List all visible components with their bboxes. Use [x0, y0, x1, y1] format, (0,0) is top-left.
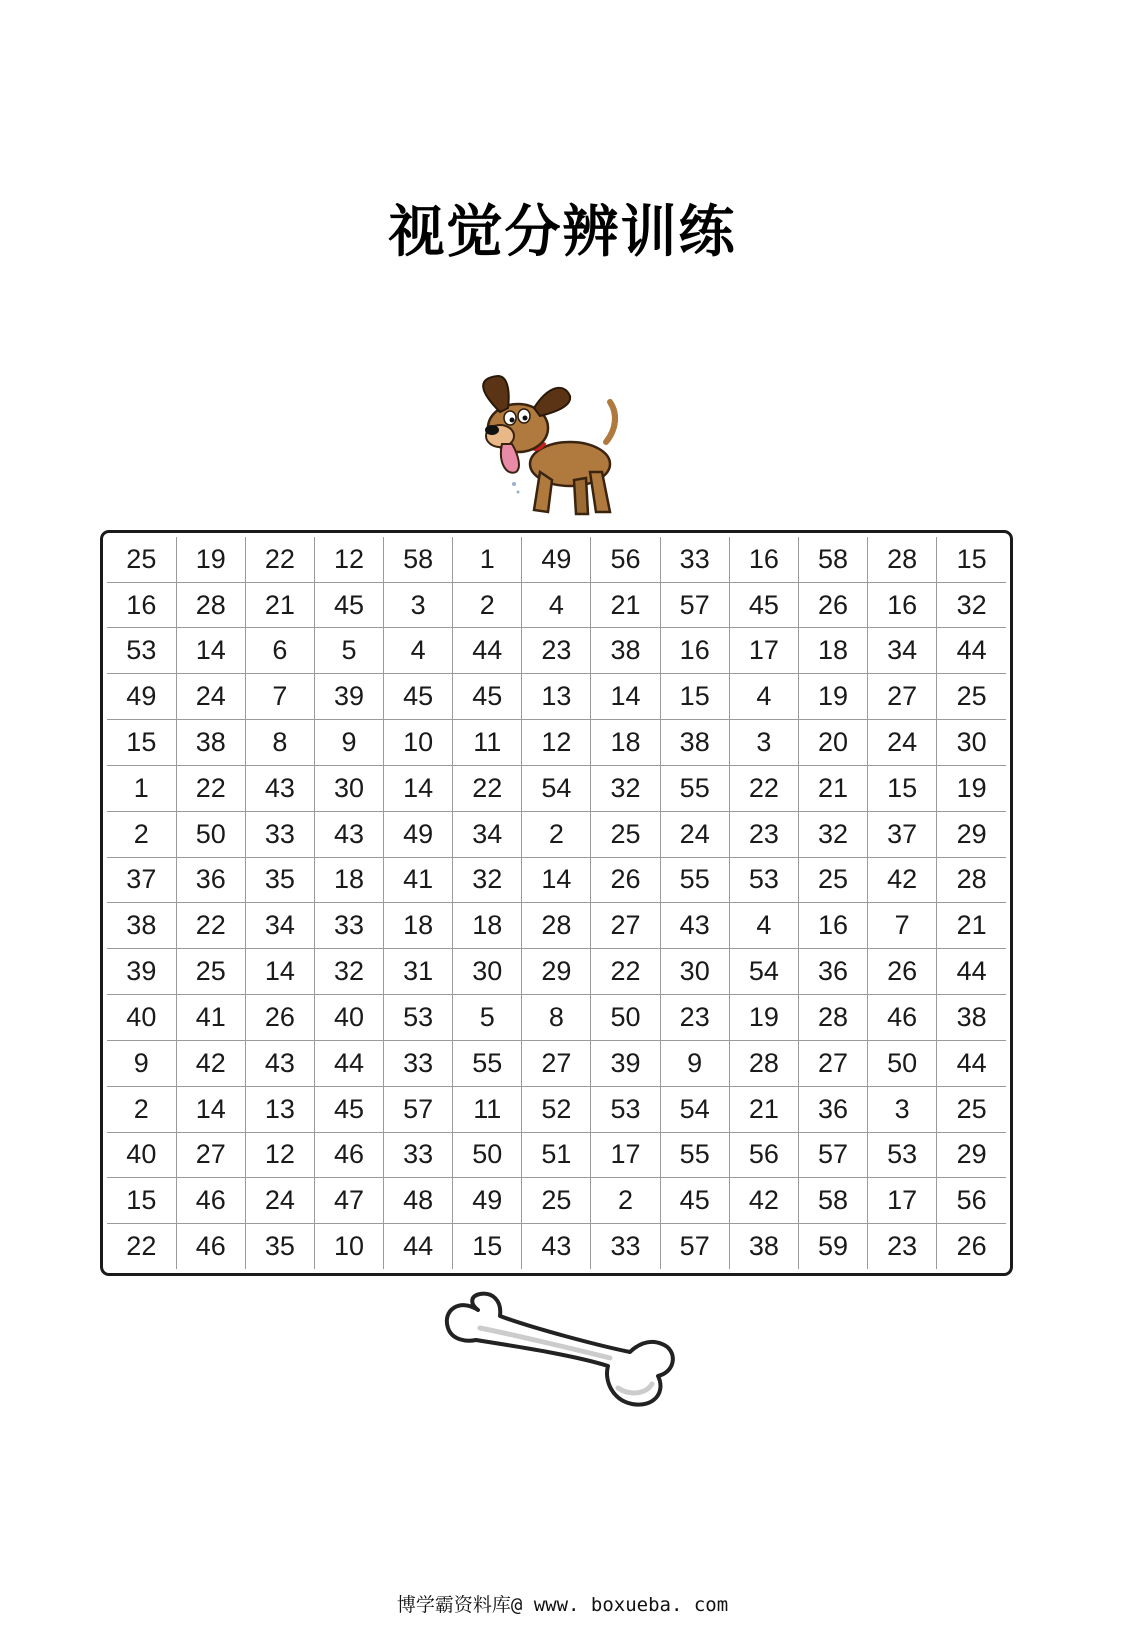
grid-cell: 23 — [660, 995, 729, 1041]
grid-cell: 3 — [868, 1086, 937, 1132]
grid-cell: 2 — [107, 1086, 176, 1132]
grid-cell: 26 — [937, 1224, 1006, 1269]
grid-cell: 36 — [798, 949, 867, 995]
grid-cell: 53 — [729, 857, 798, 903]
grid-cell: 19 — [176, 537, 245, 582]
grid-row — [107, 720, 1006, 766]
grid-cell: 18 — [384, 903, 453, 949]
grid-row — [107, 995, 1006, 1041]
grid-cell: 58 — [798, 1178, 867, 1224]
grid-cell: 12 — [314, 537, 383, 582]
grid-cell: 45 — [314, 1086, 383, 1132]
grid-cell: 15 — [660, 674, 729, 720]
grid-cell: 53 — [384, 995, 453, 1041]
grid-cell: 16 — [660, 628, 729, 674]
grid-cell: 27 — [176, 1132, 245, 1178]
grid-cell: 1 — [107, 765, 176, 811]
grid-cell: 40 — [107, 995, 176, 1041]
grid-cell: 31 — [384, 949, 453, 995]
grid-cell: 34 — [245, 903, 314, 949]
grid-cell: 29 — [937, 811, 1006, 857]
grid-cell: 35 — [245, 1224, 314, 1269]
grid-cell: 12 — [245, 1132, 314, 1178]
grid-cell: 42 — [176, 1040, 245, 1086]
grid-cell: 28 — [522, 903, 591, 949]
grid-cell: 5 — [453, 995, 522, 1041]
grid-cell: 15 — [107, 1178, 176, 1224]
grid-cell: 18 — [453, 903, 522, 949]
grid-cell: 12 — [522, 720, 591, 766]
grid-cell: 56 — [937, 1178, 1006, 1224]
grid-cell: 14 — [176, 1086, 245, 1132]
grid-cell: 32 — [591, 765, 660, 811]
grid-cell: 15 — [107, 720, 176, 766]
grid-cell: 39 — [591, 1040, 660, 1086]
grid-cell: 43 — [245, 1040, 314, 1086]
grid-cell: 57 — [798, 1132, 867, 1178]
grid-cell: 21 — [591, 582, 660, 628]
grid-cell: 25 — [591, 811, 660, 857]
grid-cell: 38 — [176, 720, 245, 766]
grid-cell: 9 — [660, 1040, 729, 1086]
grid-row — [107, 1178, 1006, 1224]
grid-cell: 19 — [937, 765, 1006, 811]
grid-cell: 33 — [660, 537, 729, 582]
grid-cell: 45 — [384, 674, 453, 720]
grid-cell: 51 — [522, 1132, 591, 1178]
grid-row — [107, 811, 1006, 857]
grid-cell: 4 — [384, 628, 453, 674]
grid-cell: 14 — [176, 628, 245, 674]
grid-cell: 17 — [729, 628, 798, 674]
grid-cell: 55 — [660, 857, 729, 903]
grid-cell: 46 — [868, 995, 937, 1041]
grid-cell: 23 — [522, 628, 591, 674]
grid-cell: 27 — [868, 674, 937, 720]
grid-cell: 28 — [937, 857, 1006, 903]
grid-cell: 15 — [868, 765, 937, 811]
grid-cell: 4 — [729, 674, 798, 720]
grid-row — [107, 949, 1006, 995]
grid-cell: 22 — [245, 537, 314, 582]
grid-cell: 38 — [729, 1224, 798, 1269]
grid-cell: 38 — [660, 720, 729, 766]
grid-cell: 40 — [107, 1132, 176, 1178]
grid-cell: 20 — [798, 720, 867, 766]
grid-cell: 2 — [107, 811, 176, 857]
grid-cell: 3 — [384, 582, 453, 628]
grid-cell: 26 — [591, 857, 660, 903]
grid-cell: 28 — [798, 995, 867, 1041]
grid-cell: 44 — [453, 628, 522, 674]
grid-cell: 17 — [591, 1132, 660, 1178]
grid-row — [107, 1132, 1006, 1178]
grid-cell: 57 — [384, 1086, 453, 1132]
grid-cell: 38 — [591, 628, 660, 674]
grid-cell: 26 — [798, 582, 867, 628]
grid-cell: 36 — [798, 1086, 867, 1132]
grid-cell: 2 — [453, 582, 522, 628]
grid-cell: 8 — [522, 995, 591, 1041]
grid-cell: 23 — [729, 811, 798, 857]
grid-cell: 45 — [453, 674, 522, 720]
page-title: 视觉分辨训练 — [388, 200, 737, 265]
grid-cell: 27 — [798, 1040, 867, 1086]
number-grid — [107, 537, 1006, 1269]
grid-cell: 25 — [107, 537, 176, 582]
grid-row — [107, 857, 1006, 903]
grid-cell: 44 — [384, 1224, 453, 1269]
grid-cell: 21 — [937, 903, 1006, 949]
grid-cell: 55 — [453, 1040, 522, 1086]
grid-cell: 22 — [729, 765, 798, 811]
grid-cell: 27 — [591, 903, 660, 949]
grid-cell: 39 — [314, 674, 383, 720]
grid-cell: 25 — [937, 1086, 1006, 1132]
grid-cell: 40 — [314, 995, 383, 1041]
grid-cell: 33 — [314, 903, 383, 949]
grid-cell: 32 — [453, 857, 522, 903]
grid-cell: 33 — [591, 1224, 660, 1269]
grid-cell: 44 — [937, 628, 1006, 674]
grid-cell: 19 — [729, 995, 798, 1041]
grid-cell: 25 — [176, 949, 245, 995]
grid-cell: 15 — [453, 1224, 522, 1269]
grid-cell: 26 — [245, 995, 314, 1041]
grid-row — [107, 537, 1006, 582]
grid-row — [107, 1086, 1006, 1132]
grid-cell: 42 — [729, 1178, 798, 1224]
grid-cell: 53 — [591, 1086, 660, 1132]
grid-cell: 13 — [245, 1086, 314, 1132]
grid-cell: 50 — [591, 995, 660, 1041]
grid-cell: 41 — [176, 995, 245, 1041]
grid-cell: 43 — [245, 765, 314, 811]
grid-cell: 23 — [868, 1224, 937, 1269]
grid-row — [107, 1224, 1006, 1269]
grid-cell: 58 — [384, 537, 453, 582]
grid-cell: 57 — [660, 1224, 729, 1269]
grid-cell: 55 — [660, 765, 729, 811]
grid-row — [107, 1040, 1006, 1086]
bone-icon — [440, 1288, 680, 1418]
dog-icon — [478, 372, 638, 530]
grid-cell: 54 — [660, 1086, 729, 1132]
grid-cell: 56 — [729, 1132, 798, 1178]
grid-cell: 37 — [868, 811, 937, 857]
grid-cell: 22 — [591, 949, 660, 995]
grid-cell: 43 — [522, 1224, 591, 1269]
grid-cell: 44 — [314, 1040, 383, 1086]
grid-cell: 26 — [868, 949, 937, 995]
grid-cell: 53 — [868, 1132, 937, 1178]
grid-cell: 43 — [660, 903, 729, 949]
grid-cell: 14 — [245, 949, 314, 995]
grid-cell: 54 — [729, 949, 798, 995]
grid-cell: 50 — [868, 1040, 937, 1086]
grid-cell: 45 — [729, 582, 798, 628]
grid-cell: 45 — [314, 582, 383, 628]
grid-cell: 2 — [591, 1178, 660, 1224]
grid-cell: 8 — [245, 720, 314, 766]
grid-cell: 14 — [522, 857, 591, 903]
grid-cell: 38 — [937, 995, 1006, 1041]
grid-row — [107, 628, 1006, 674]
grid-cell: 9 — [107, 1040, 176, 1086]
grid-cell: 34 — [453, 811, 522, 857]
grid-cell: 10 — [314, 1224, 383, 1269]
grid-cell: 7 — [868, 903, 937, 949]
grid-cell: 32 — [798, 811, 867, 857]
grid-cell: 54 — [522, 765, 591, 811]
grid-cell: 21 — [729, 1086, 798, 1132]
grid-cell: 25 — [522, 1178, 591, 1224]
grid-cell: 28 — [729, 1040, 798, 1086]
grid-cell: 33 — [384, 1132, 453, 1178]
grid-cell: 19 — [798, 674, 867, 720]
grid-cell: 29 — [937, 1132, 1006, 1178]
grid-cell: 42 — [868, 857, 937, 903]
grid-cell: 16 — [868, 582, 937, 628]
grid-cell: 50 — [453, 1132, 522, 1178]
grid-cell: 36 — [176, 857, 245, 903]
grid-cell: 22 — [176, 903, 245, 949]
grid-cell: 21 — [798, 765, 867, 811]
grid-cell: 16 — [798, 903, 867, 949]
grid-cell: 33 — [245, 811, 314, 857]
grid-cell: 18 — [798, 628, 867, 674]
grid-cell: 30 — [314, 765, 383, 811]
grid-cell: 58 — [798, 537, 867, 582]
grid-cell: 48 — [384, 1178, 453, 1224]
grid-cell: 22 — [176, 765, 245, 811]
grid-cell: 27 — [522, 1040, 591, 1086]
grid-cell: 22 — [453, 765, 522, 811]
grid-cell: 24 — [660, 811, 729, 857]
grid-cell: 17 — [868, 1178, 937, 1224]
grid-cell: 57 — [660, 582, 729, 628]
grid-cell: 1 — [453, 537, 522, 582]
grid-cell: 32 — [314, 949, 383, 995]
grid-cell: 38 — [107, 903, 176, 949]
grid-cell: 46 — [314, 1132, 383, 1178]
grid-cell: 44 — [937, 949, 1006, 995]
grid-cell: 21 — [245, 582, 314, 628]
grid-cell: 13 — [522, 674, 591, 720]
grid-row — [107, 903, 1006, 949]
grid-cell: 45 — [660, 1178, 729, 1224]
grid-cell: 5 — [314, 628, 383, 674]
grid-cell: 55 — [660, 1132, 729, 1178]
grid-cell: 34 — [868, 628, 937, 674]
grid-cell: 18 — [314, 857, 383, 903]
grid-cell: 39 — [107, 949, 176, 995]
grid-cell: 28 — [176, 582, 245, 628]
grid-cell: 16 — [729, 537, 798, 582]
grid-cell: 41 — [384, 857, 453, 903]
grid-cell: 4 — [522, 582, 591, 628]
grid-cell: 14 — [384, 765, 453, 811]
grid-cell: 30 — [937, 720, 1006, 766]
grid-cell: 50 — [176, 811, 245, 857]
grid-cell: 52 — [522, 1086, 591, 1132]
grid-cell: 9 — [314, 720, 383, 766]
grid-cell: 47 — [314, 1178, 383, 1224]
grid-cell: 16 — [107, 582, 176, 628]
grid-cell: 49 — [107, 674, 176, 720]
grid-cell: 53 — [107, 628, 176, 674]
grid-row — [107, 765, 1006, 811]
grid-cell: 3 — [729, 720, 798, 766]
grid-cell: 24 — [868, 720, 937, 766]
grid-cell: 4 — [729, 903, 798, 949]
grid-cell: 14 — [591, 674, 660, 720]
grid-cell: 49 — [384, 811, 453, 857]
grid-cell: 35 — [245, 857, 314, 903]
grid-cell: 24 — [245, 1178, 314, 1224]
grid-cell: 15 — [937, 537, 1006, 582]
grid-cell: 30 — [453, 949, 522, 995]
grid-cell: 24 — [176, 674, 245, 720]
grid-cell: 49 — [522, 537, 591, 582]
grid-cell: 25 — [798, 857, 867, 903]
grid-cell: 32 — [937, 582, 1006, 628]
grid-row — [107, 582, 1006, 628]
grid-cell: 30 — [660, 949, 729, 995]
grid-cell: 43 — [314, 811, 383, 857]
grid-cell: 46 — [176, 1224, 245, 1269]
grid-cell: 29 — [522, 949, 591, 995]
grid-cell: 37 — [107, 857, 176, 903]
grid-cell: 18 — [591, 720, 660, 766]
grid-cell: 25 — [937, 674, 1006, 720]
grid-cell: 22 — [107, 1224, 176, 1269]
grid-cell: 11 — [453, 1086, 522, 1132]
grid-cell: 7 — [245, 674, 314, 720]
footer-watermark: 博学霸资料库@ www. boxueba. com — [396, 1594, 729, 1616]
grid-cell: 56 — [591, 537, 660, 582]
number-grid-frame — [100, 530, 1013, 1276]
grid-cell: 46 — [176, 1178, 245, 1224]
grid-cell: 2 — [522, 811, 591, 857]
grid-row — [107, 674, 1006, 720]
grid-cell: 44 — [937, 1040, 1006, 1086]
grid-cell: 49 — [453, 1178, 522, 1224]
grid-cell: 10 — [384, 720, 453, 766]
grid-cell: 59 — [798, 1224, 867, 1269]
grid-cell: 11 — [453, 720, 522, 766]
grid-cell: 28 — [868, 537, 937, 582]
grid-cell: 33 — [384, 1040, 453, 1086]
grid-cell: 6 — [245, 628, 314, 674]
